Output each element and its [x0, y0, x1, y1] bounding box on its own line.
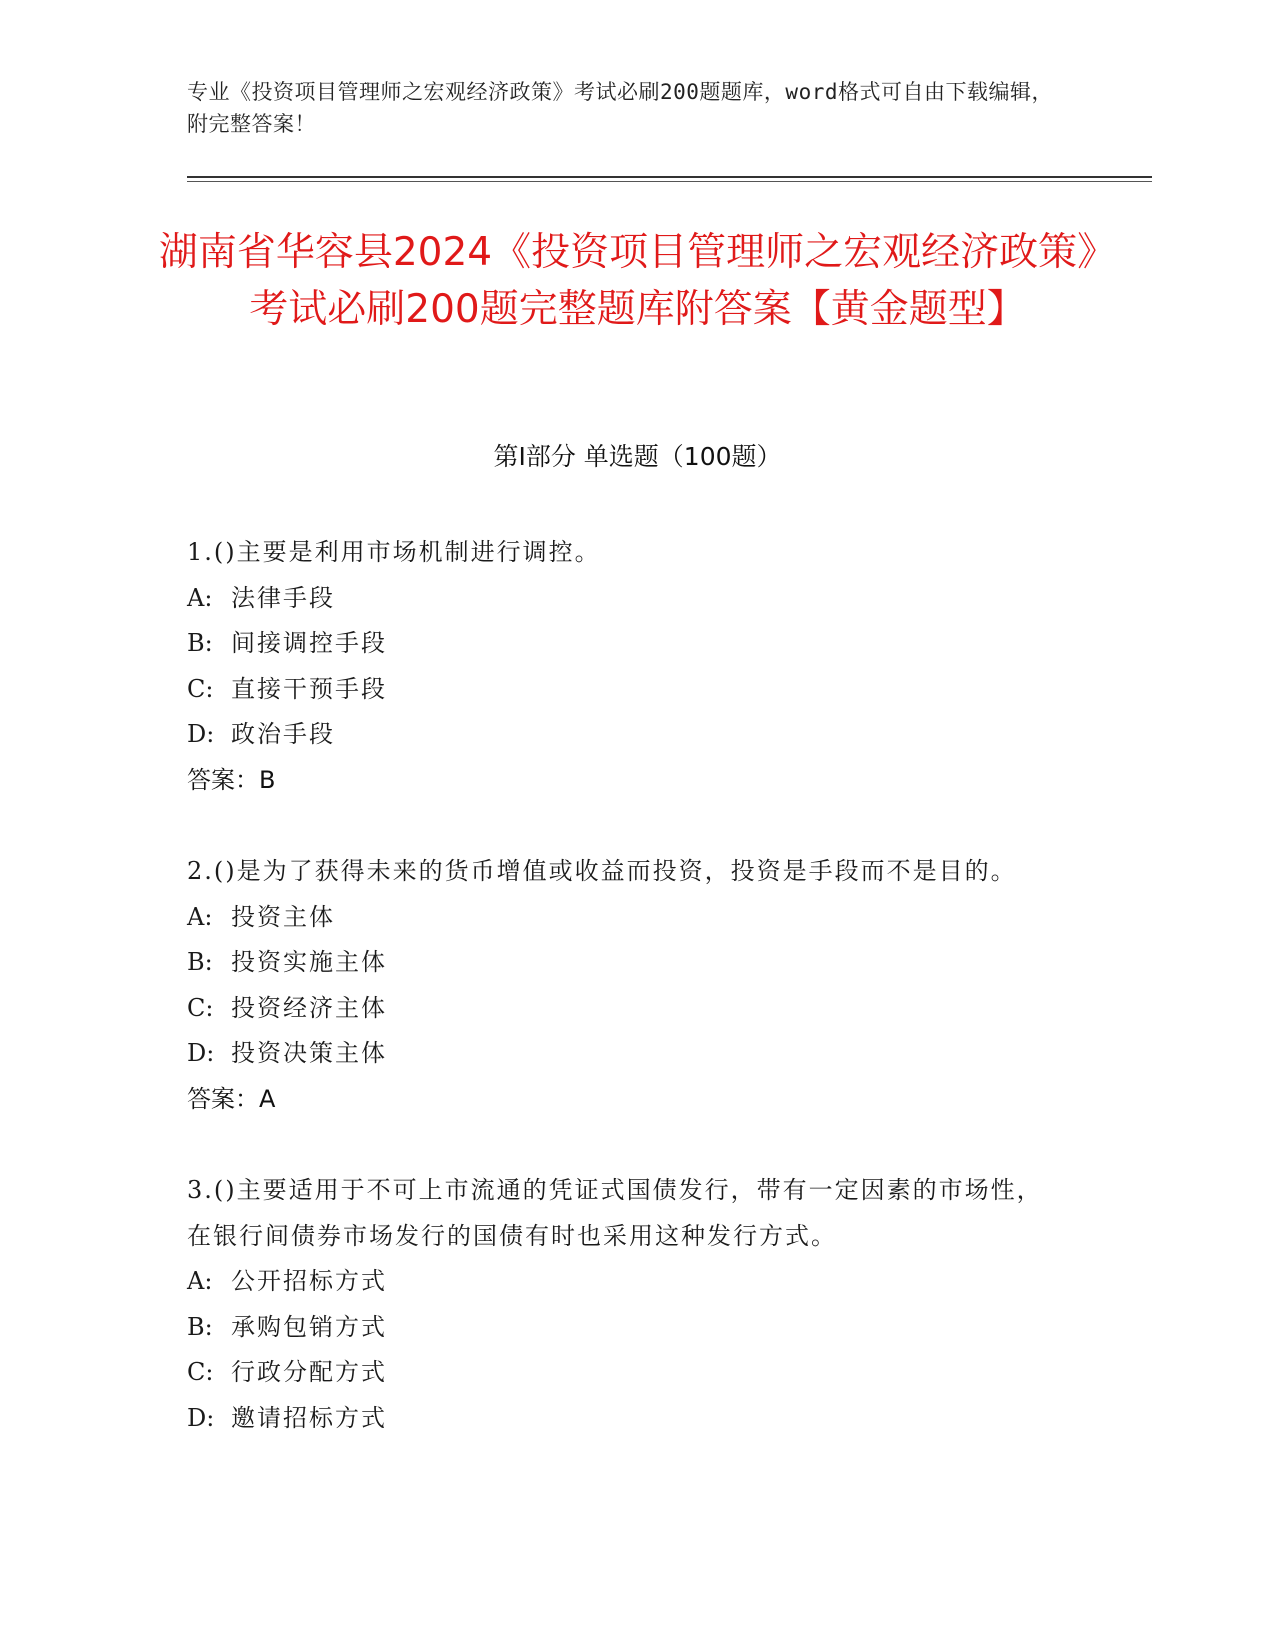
option-letter: D:: [187, 720, 215, 748]
question-item: [187, 1168, 1067, 1441]
option-letter: A:: [187, 583, 213, 612]
option-text: 投资实施主体: [231, 948, 387, 976]
option-letter: C:: [187, 674, 214, 703]
option-text: 邀请招标方式: [231, 1403, 387, 1432]
header-rule-thick: [187, 176, 1152, 178]
option-d: [187, 1031, 1067, 1077]
option-a: [187, 1259, 1067, 1305]
answer-line: 答案：B: [187, 765, 276, 794]
option-text: 行政分配方式: [231, 1358, 387, 1386]
option-text: 投资决策主体: [231, 1039, 387, 1067]
question-text: 2.()是为了获得未来的货币增值或收益而投资，投资是手段而不是目的。: [187, 857, 1017, 885]
question-item: [187, 530, 1067, 803]
option-a: [187, 576, 1067, 622]
question-text: 1.()主要是利用市场机制进行调控。: [187, 538, 601, 566]
option-letter: C:: [187, 1358, 214, 1386]
option-a: [187, 895, 1067, 941]
option-letter: C:: [187, 993, 214, 1022]
option-c: [187, 986, 1067, 1032]
option-text: 法律手段: [231, 583, 335, 612]
option-letter: D:: [187, 1403, 215, 1432]
option-b: [187, 621, 1067, 667]
option-letter: A:: [187, 1267, 213, 1295]
option-text: 公开招标方式: [231, 1267, 387, 1295]
option-text: 投资主体: [231, 902, 335, 931]
question-list: [187, 530, 1067, 1487]
option-text: 直接干预手段: [231, 674, 387, 703]
option-d: [187, 1396, 1067, 1442]
option-text: 间接调控手段: [231, 629, 387, 657]
option-b: [187, 940, 1067, 986]
option-letter: A:: [187, 902, 213, 931]
question-text: 3.()主要适用于不可上市流通的凭证式国债发行，带有一定因素的市场性，在银行间债券市场发行的国债有时也采用这种发行方式。: [187, 1176, 1043, 1250]
option-b: [187, 1305, 1067, 1351]
option-c: [187, 667, 1067, 713]
option-letter: B:: [187, 948, 213, 976]
option-text: 承购包销方式: [231, 1312, 387, 1341]
option-text: 政治手段: [231, 720, 335, 748]
answer-line: 答案：A: [187, 1084, 276, 1113]
option-c: [187, 1350, 1067, 1396]
question-item: [187, 849, 1067, 1122]
document-title: 湖南省华容县2024《投资项目管理师之宏观经济政策》考试必刷200题完整题库附答案【黄金题型】: [158, 230, 1117, 332]
option-letter: B:: [187, 1312, 213, 1341]
option-letter: B:: [187, 629, 213, 657]
section-heading: 第I部分 单选题（100题）: [493, 442, 782, 471]
option-d: [187, 712, 1067, 758]
header-rule-thin: [187, 181, 1152, 182]
header-note: 专业《投资项目管理师之宏观经济政策》考试必刷200题题库，word格式可自由下载编辑，附完整答案！: [187, 80, 1053, 136]
option-letter: D:: [187, 1039, 215, 1067]
option-text: 投资经济主体: [231, 993, 387, 1022]
